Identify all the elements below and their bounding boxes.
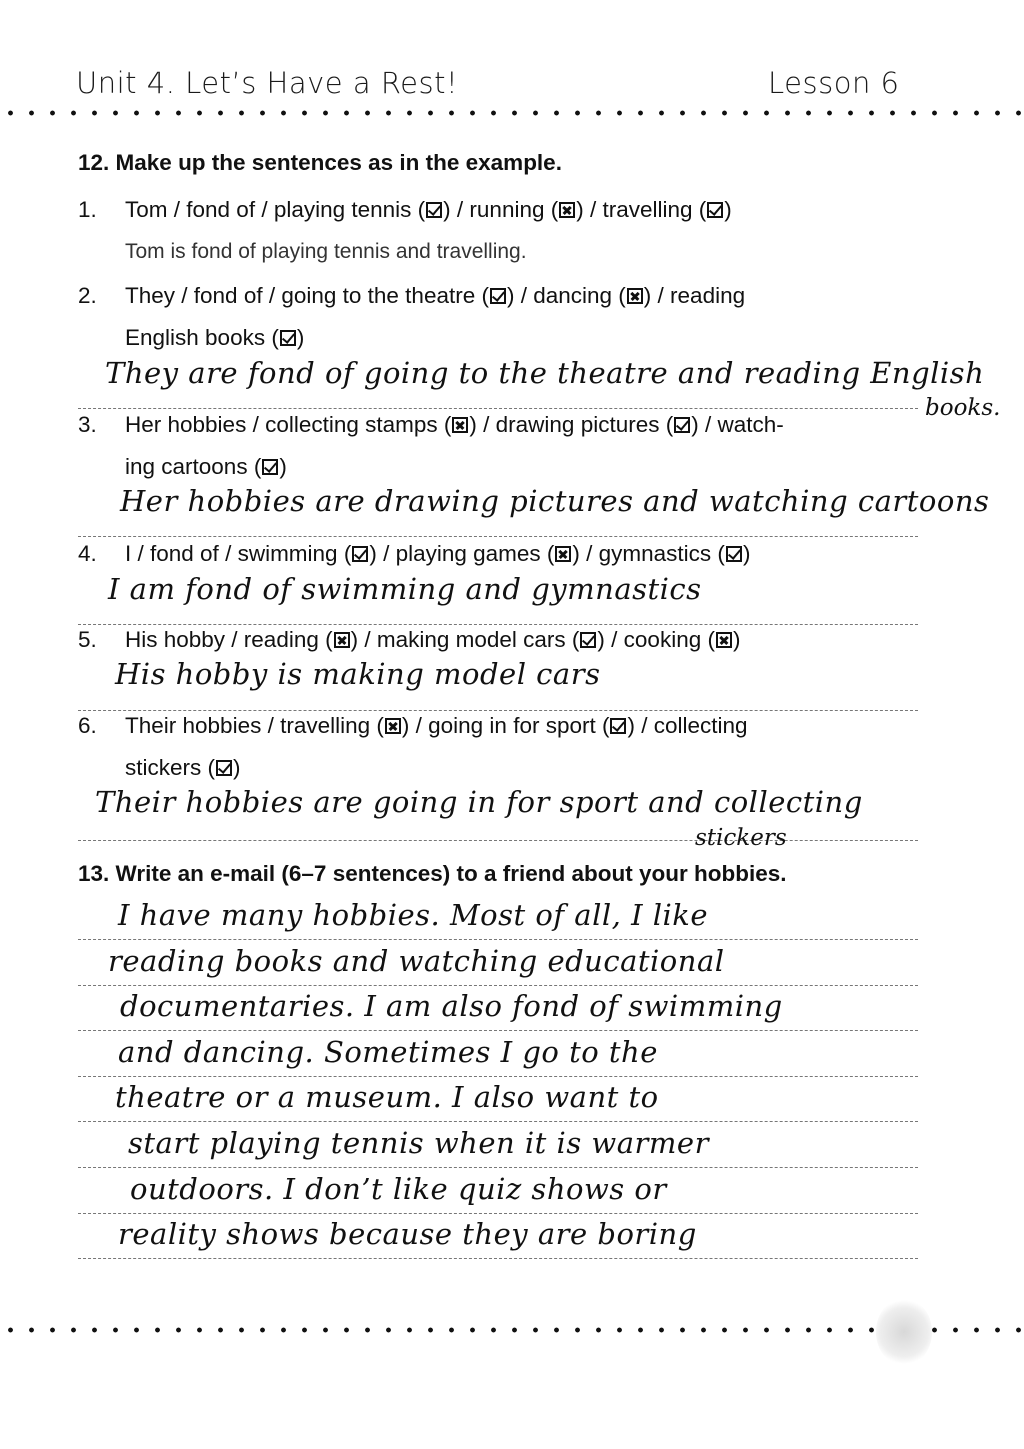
- prompt-text: I / fond of / swimming (: [125, 541, 352, 566]
- prompt-text: ): [279, 454, 287, 479]
- answer-line: [78, 710, 918, 711]
- item-number: 1.: [78, 197, 97, 222]
- answer-line: [78, 624, 918, 625]
- prompt-text: ) / travelling (: [576, 197, 707, 222]
- crossed-box-icon: [559, 202, 575, 218]
- unit-title: Unit 4. Let’s Have a Rest!: [76, 66, 459, 100]
- page-stamp-mark: [876, 1298, 932, 1366]
- item-prompt: [125, 755, 241, 781]
- top-dotted-divider: [0, 110, 1024, 116]
- checked-box-icon: [262, 459, 278, 475]
- email-writing-line: [78, 1121, 918, 1122]
- prompt-text: ) / gymnastics (: [572, 541, 725, 566]
- prompt-text: ing cartoons (: [125, 454, 262, 479]
- handwritten-answer-continuation: books.: [925, 395, 1001, 421]
- task-13-title: 13. Write an e-mail (6–7 sentences) to a friend about your hobbies.: [78, 861, 787, 886]
- email-line-text: documentaries. I am also fond of swimming: [120, 989, 783, 1024]
- crossed-box-icon: [385, 718, 401, 734]
- answer-line: [78, 408, 918, 409]
- prompt-text: Her hobbies / collecting stamps (: [125, 412, 452, 437]
- item-prompt: [125, 541, 750, 567]
- prompt-text: ): [732, 627, 741, 652]
- prompt-text: ) / going in for sport (: [401, 713, 610, 738]
- email-line-text: reality shows because they are boring: [118, 1217, 697, 1252]
- prompt-text: His hobby / reading (: [125, 627, 333, 652]
- prompt-text: ) / playing games (: [369, 541, 555, 566]
- item-number: 3.: [78, 412, 97, 437]
- prompt-text: ) / cooking (: [597, 627, 715, 652]
- checked-box-icon: [707, 202, 723, 218]
- email-line-text: and dancing. Sometimes I go to the: [118, 1034, 658, 1069]
- crossed-box-icon: [716, 632, 732, 648]
- handwritten-answer-continuation: stickers: [695, 825, 787, 851]
- prompt-text: Their hobbies / travelling (: [125, 713, 384, 738]
- email-writing-line: [78, 985, 918, 986]
- answer-line: [78, 536, 918, 537]
- email-line-text: I have many hobbies. Most of all, I like: [118, 898, 709, 932]
- prompt-text: ) / watch-: [691, 412, 784, 437]
- checked-box-icon: [490, 288, 506, 304]
- checked-box-icon: [674, 417, 690, 433]
- prompt-text: ) / reading: [643, 283, 746, 308]
- email-writing-line: [78, 1167, 918, 1168]
- checked-box-icon: [280, 330, 296, 346]
- email-writing-line: [78, 939, 918, 940]
- prompt-text: English books (: [125, 325, 279, 350]
- handwritten-answer: His hobby is making model cars: [115, 657, 601, 691]
- prompt-text: ): [724, 197, 732, 222]
- example-sentence: Tom is fond of playing tennis and travelling.: [125, 240, 527, 263]
- email-line-text: theatre or a museum. I also want to: [115, 1080, 659, 1115]
- prompt-text: ) / collecting: [627, 713, 748, 738]
- handwritten-answer: I am fond of swimming and gymnastics: [108, 572, 702, 606]
- item-number: 2.: [78, 283, 97, 308]
- item-prompt: [125, 713, 748, 739]
- bottom-dotted-divider: [0, 1327, 1024, 1333]
- prompt-text: ) / drawing pictures (: [469, 412, 674, 437]
- email-writing-line: [78, 1030, 918, 1031]
- checked-box-icon: [726, 546, 742, 562]
- prompt-text: ) / dancing (: [506, 283, 626, 308]
- prompt-text: ) / making model cars (: [350, 627, 580, 652]
- item-prompt: [125, 454, 287, 480]
- crossed-box-icon: [627, 288, 643, 304]
- email-writing-line: [78, 1076, 918, 1077]
- checked-box-icon: [216, 760, 232, 776]
- handwritten-answer: Her hobbies are drawing pictures and watching cartoons: [120, 484, 990, 518]
- checked-box-icon: [352, 546, 368, 562]
- email-line-text: reading books and watching educational: [108, 943, 725, 978]
- lesson-label: Lesson 6: [768, 66, 900, 100]
- handwritten-answer: They are fond of going to the theatre and reading English: [105, 356, 985, 390]
- email-writing-line: [78, 1258, 918, 1259]
- item-prompt: [125, 197, 732, 223]
- prompt-text: ): [233, 755, 241, 780]
- item-prompt: [125, 627, 740, 653]
- task-12-title: 12. Make up the sentences as in the example.: [78, 150, 562, 175]
- item-prompt: [125, 325, 304, 351]
- prompt-text: stickers (: [125, 755, 215, 780]
- item-prompt: [125, 412, 784, 438]
- prompt-text: ): [296, 325, 305, 350]
- crossed-box-icon: [334, 632, 350, 648]
- item-number: 6.: [78, 713, 97, 738]
- item-number: 5.: [78, 627, 97, 652]
- prompt-text: They / fond of / going to the theatre (: [125, 283, 489, 308]
- checked-box-icon: [580, 632, 596, 648]
- email-writing-line: [78, 1213, 918, 1214]
- handwritten-answer: Their hobbies are going in for sport and collecting: [95, 785, 863, 819]
- item-prompt: [125, 283, 745, 309]
- item-number: 4.: [78, 541, 97, 566]
- checked-box-icon: [610, 718, 626, 734]
- email-line-text: start playing tennis when it is warmer: [128, 1126, 709, 1160]
- answer-line: [78, 840, 918, 841]
- crossed-box-icon: [452, 417, 468, 433]
- prompt-text: ): [742, 541, 751, 566]
- email-line-text: outdoors. I don’t like quiz shows or: [130, 1171, 667, 1206]
- prompt-text: ) / running (: [443, 197, 559, 222]
- prompt-text: Tom / fond of / playing tennis (: [125, 197, 426, 222]
- crossed-box-icon: [555, 546, 571, 562]
- checked-box-icon: [426, 202, 442, 218]
